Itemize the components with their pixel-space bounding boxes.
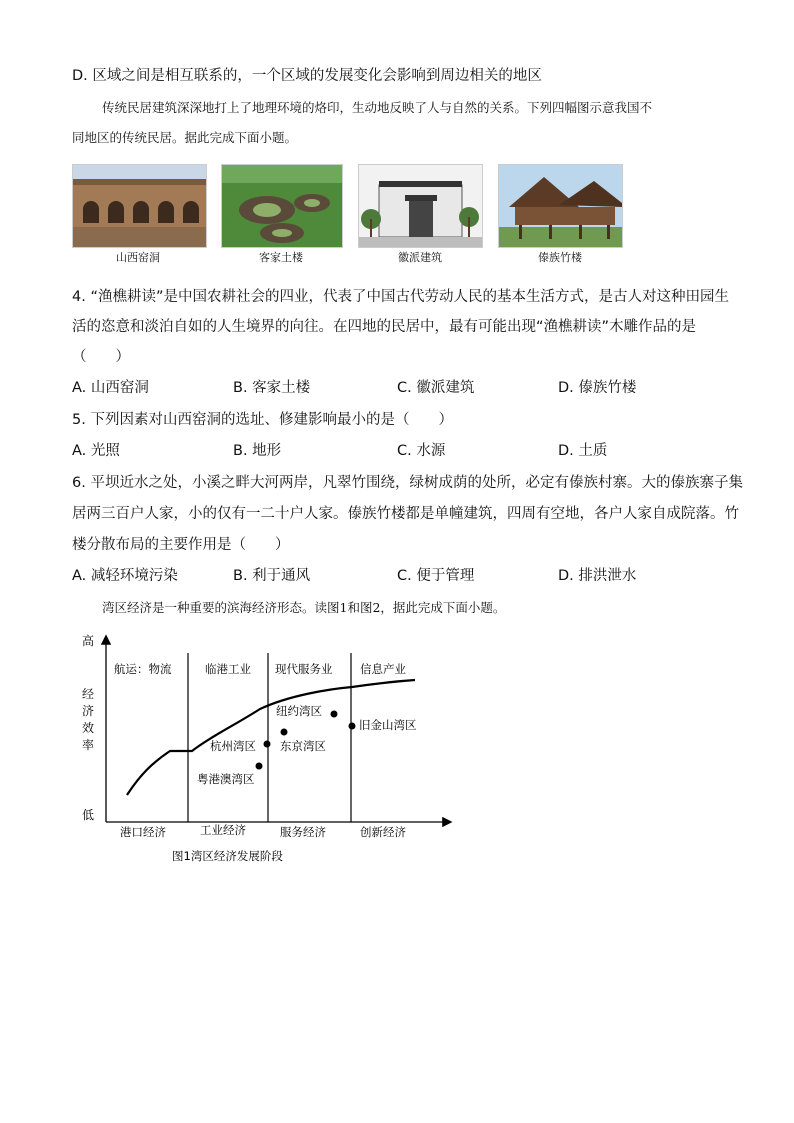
q4-stem-line-3: （ ） bbox=[72, 349, 130, 365]
point-guangdong-hk-macao-bay bbox=[256, 763, 263, 770]
stage-label-1: 港口经济 bbox=[120, 825, 166, 839]
photo-tulou bbox=[221, 164, 343, 248]
point-label-guangdong: 粤港澳湾区 bbox=[197, 772, 255, 786]
q6-stem-line-3: 楼分散布局的主要作用是（ ） bbox=[72, 537, 290, 553]
q4-stem-line-1: 4. “渔樵耕读”是中国农耕社会的四业，代表了中国古代劳动人民的基本生活方式，是古人对这种田园生 bbox=[72, 289, 729, 305]
q4-stem-line-2: 活的恣意和淡泊自如的人生境界的向往。在四地的民居中，最有可能出现“渔樵耕读”木雕作品的是 bbox=[72, 319, 697, 335]
stage-label-4: 创新经济 bbox=[360, 825, 406, 839]
photo-caption-1: 山西窑洞 bbox=[116, 251, 160, 264]
previous-option-d: D. 区域之间是相互联系的，一个区域的发展变化会影响到周边相关的地区 bbox=[72, 68, 542, 84]
point-label-san-francisco: 旧金山湾区 bbox=[359, 718, 417, 732]
y-axis-title: 经 济 效 率 bbox=[82, 687, 95, 752]
photo-caption-2: 客家土楼 bbox=[259, 251, 303, 264]
stage-label-2: 工业经济 bbox=[200, 823, 246, 837]
photo-caption-4: 傣族竹楼 bbox=[538, 251, 582, 264]
point-label-hangzhou: 杭州湾区 bbox=[210, 739, 256, 753]
q6-option-b: B. 利于通风 bbox=[233, 568, 311, 584]
q4-option-c: C. 徽派建筑 bbox=[397, 380, 475, 396]
q4-option-a: A. 山西窑洞 bbox=[72, 380, 149, 396]
photo-hui-architecture bbox=[358, 164, 483, 248]
point-san-francisco-bay bbox=[349, 723, 356, 730]
bay-economy-chart bbox=[70, 625, 470, 870]
photo-caption-3: 徽派建筑 bbox=[398, 251, 442, 264]
stage-label-3: 服务经济 bbox=[280, 825, 326, 839]
point-label-tokyo: 东京湾区 bbox=[280, 739, 326, 753]
y-low-label: 低 bbox=[82, 808, 95, 822]
efficiency-curve bbox=[127, 680, 415, 795]
chart-title: 图1湾区经济发展阶段 bbox=[172, 849, 283, 863]
industry-label-4: 信息产业 bbox=[360, 662, 406, 676]
q4-option-b: B. 客家土楼 bbox=[233, 380, 311, 396]
q5-option-a: A. 光照 bbox=[72, 443, 120, 459]
intro-text-line-2: 同地区的传统民居。据此完成下面小题。 bbox=[72, 130, 298, 145]
q5-option-c: C. 水源 bbox=[397, 443, 446, 459]
photo-cave-dwelling bbox=[72, 164, 207, 248]
q5-option-d: D. 土质 bbox=[558, 443, 608, 459]
intro-text-line-1: 传统民居建筑深深地打上了地理环境的烙印，生动地反映了人与自然的关系。下列四幅图示意我国不 bbox=[102, 100, 653, 115]
industry-label-2: 临港工业 bbox=[205, 662, 251, 676]
industry-label-1: 航运：物流 bbox=[114, 662, 172, 676]
q4-option-d: D. 傣族竹楼 bbox=[558, 380, 637, 396]
point-new-york-bay bbox=[331, 711, 338, 718]
q5-option-b: B. 地形 bbox=[233, 443, 282, 459]
q6-stem-line-2: 居两三百户人家，小的仅有一二十户人家。傣族竹楼都是单幢建筑，四周有空地，各户人家自成院落。竹 bbox=[72, 506, 739, 522]
q6-stem-line-1: 6. 平坝近水之处，小溪之畔大河两岸，凡翠竹围绕，绿树成荫的处所，必定有傣族村寨。大的傣族寨子集 bbox=[72, 475, 743, 491]
photo-bamboo-house bbox=[498, 164, 623, 248]
q6-option-d: D. 排洪泄水 bbox=[558, 568, 637, 584]
intro2-text: 湾区经济是一种重要的滨海经济形态。读图1和图2，据此完成下面小题。 bbox=[102, 600, 506, 615]
point-tokyo-bay bbox=[281, 729, 288, 736]
industry-label-3: 现代服务业 bbox=[275, 662, 333, 676]
q5-stem: 5. 下列因素对山西窑洞的选址、修建影响最小的是（ ） bbox=[72, 412, 453, 428]
point-hangzhou-bay bbox=[264, 741, 271, 748]
point-label-new-york: 纽约湾区 bbox=[276, 704, 322, 718]
q6-option-c: C. 便于管理 bbox=[397, 568, 475, 584]
y-high-label: 高 bbox=[82, 634, 95, 648]
q6-option-a: A. 减轻环境污染 bbox=[72, 568, 178, 584]
